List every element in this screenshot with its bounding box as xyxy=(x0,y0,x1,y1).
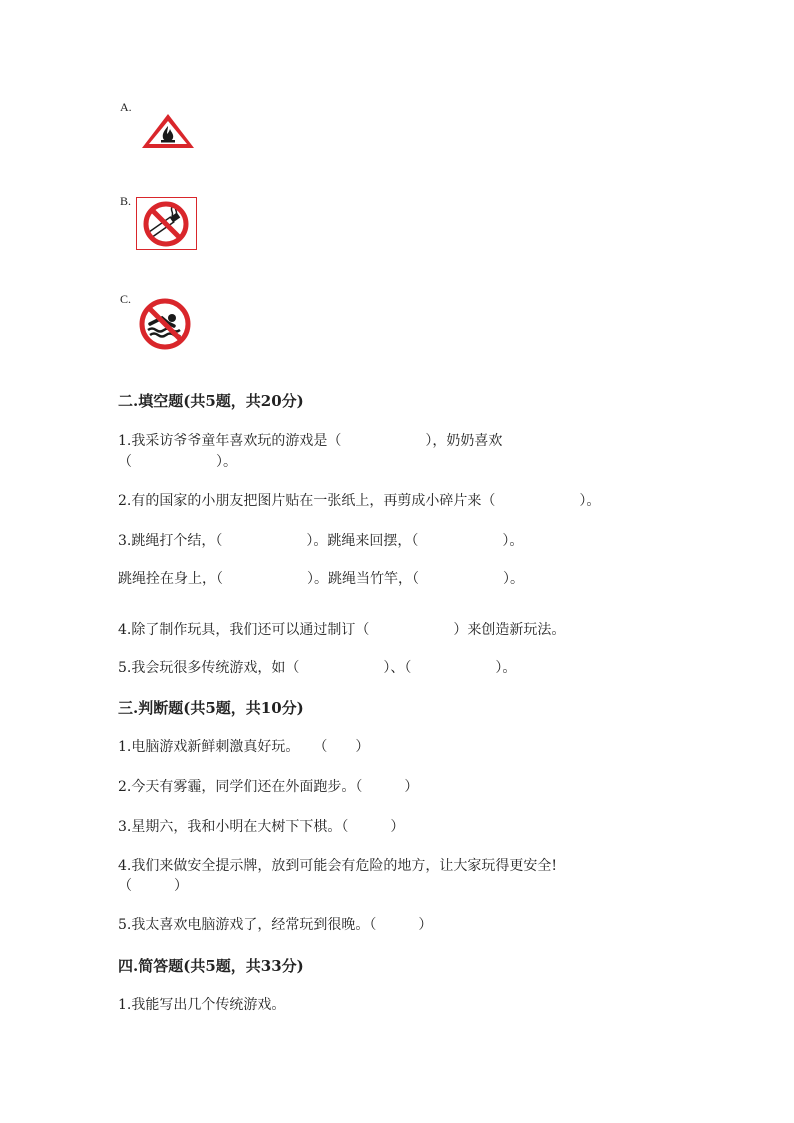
fill-question-5: 5.我会玩很多传统游戏，如（ ）、（ ）。 xyxy=(118,660,517,676)
flammable-warning-icon xyxy=(140,112,196,150)
option-c-label: C. xyxy=(120,292,132,306)
fill-question-1-line-1: 1.我采访爷爷童年喜欢玩的游戏是（ ），奶奶喜欢 xyxy=(118,433,503,449)
fill-question-1-line-2: （ ）。 xyxy=(118,454,237,470)
judge-question-3: 3.星期六，我和小明在大树下下棋。（ ） xyxy=(118,819,405,835)
judge-question-4-line-2: （ ） xyxy=(118,878,188,894)
no-smoking-icon xyxy=(136,197,198,251)
fill-question-3-line-1: 3.跳绳打个结，（ ）。跳绳来回摆，（ ）。 xyxy=(118,533,524,549)
option-a-label: A. xyxy=(120,100,132,114)
judge-question-2: 2.今天有雾霾，同学们还在外面跑步。（ ） xyxy=(118,779,419,795)
no-swimming-icon xyxy=(136,296,194,352)
section-3-title: 三.判断题(共5题，共10分) xyxy=(118,699,304,717)
judge-question-1: 1.电脑游戏新鲜刺激真好玩。 （ ） xyxy=(118,739,370,755)
judge-question-4-line-1: 4.我们来做安全提示牌，放到可能会有危险的地方，让大家玩得更安全! xyxy=(118,858,557,874)
fill-question-3-line-2: 跳绳拴在身上，（ ）。跳绳当竹竿，（ ）。 xyxy=(118,571,524,587)
judge-question-5: 5.我太喜欢电脑游戏了，经常玩到很晚。（ ） xyxy=(118,917,433,933)
fill-question-2: 2.有的国家的小朋友把图片贴在一张纸上，再剪成小碎片来（ ）。 xyxy=(118,493,601,509)
section-2-title: 二.填空题(共5题，共20分) xyxy=(118,392,304,410)
short-answer-question-1: 1.我能写出几个传统游戏。 xyxy=(118,997,286,1013)
option-b-label: B. xyxy=(120,194,132,208)
fill-question-4: 4.除了制作玩具，我们还可以通过制订（ ）来创造新玩法。 xyxy=(118,622,566,638)
section-4-title: 四.简答题(共5题，共33分) xyxy=(118,957,304,975)
